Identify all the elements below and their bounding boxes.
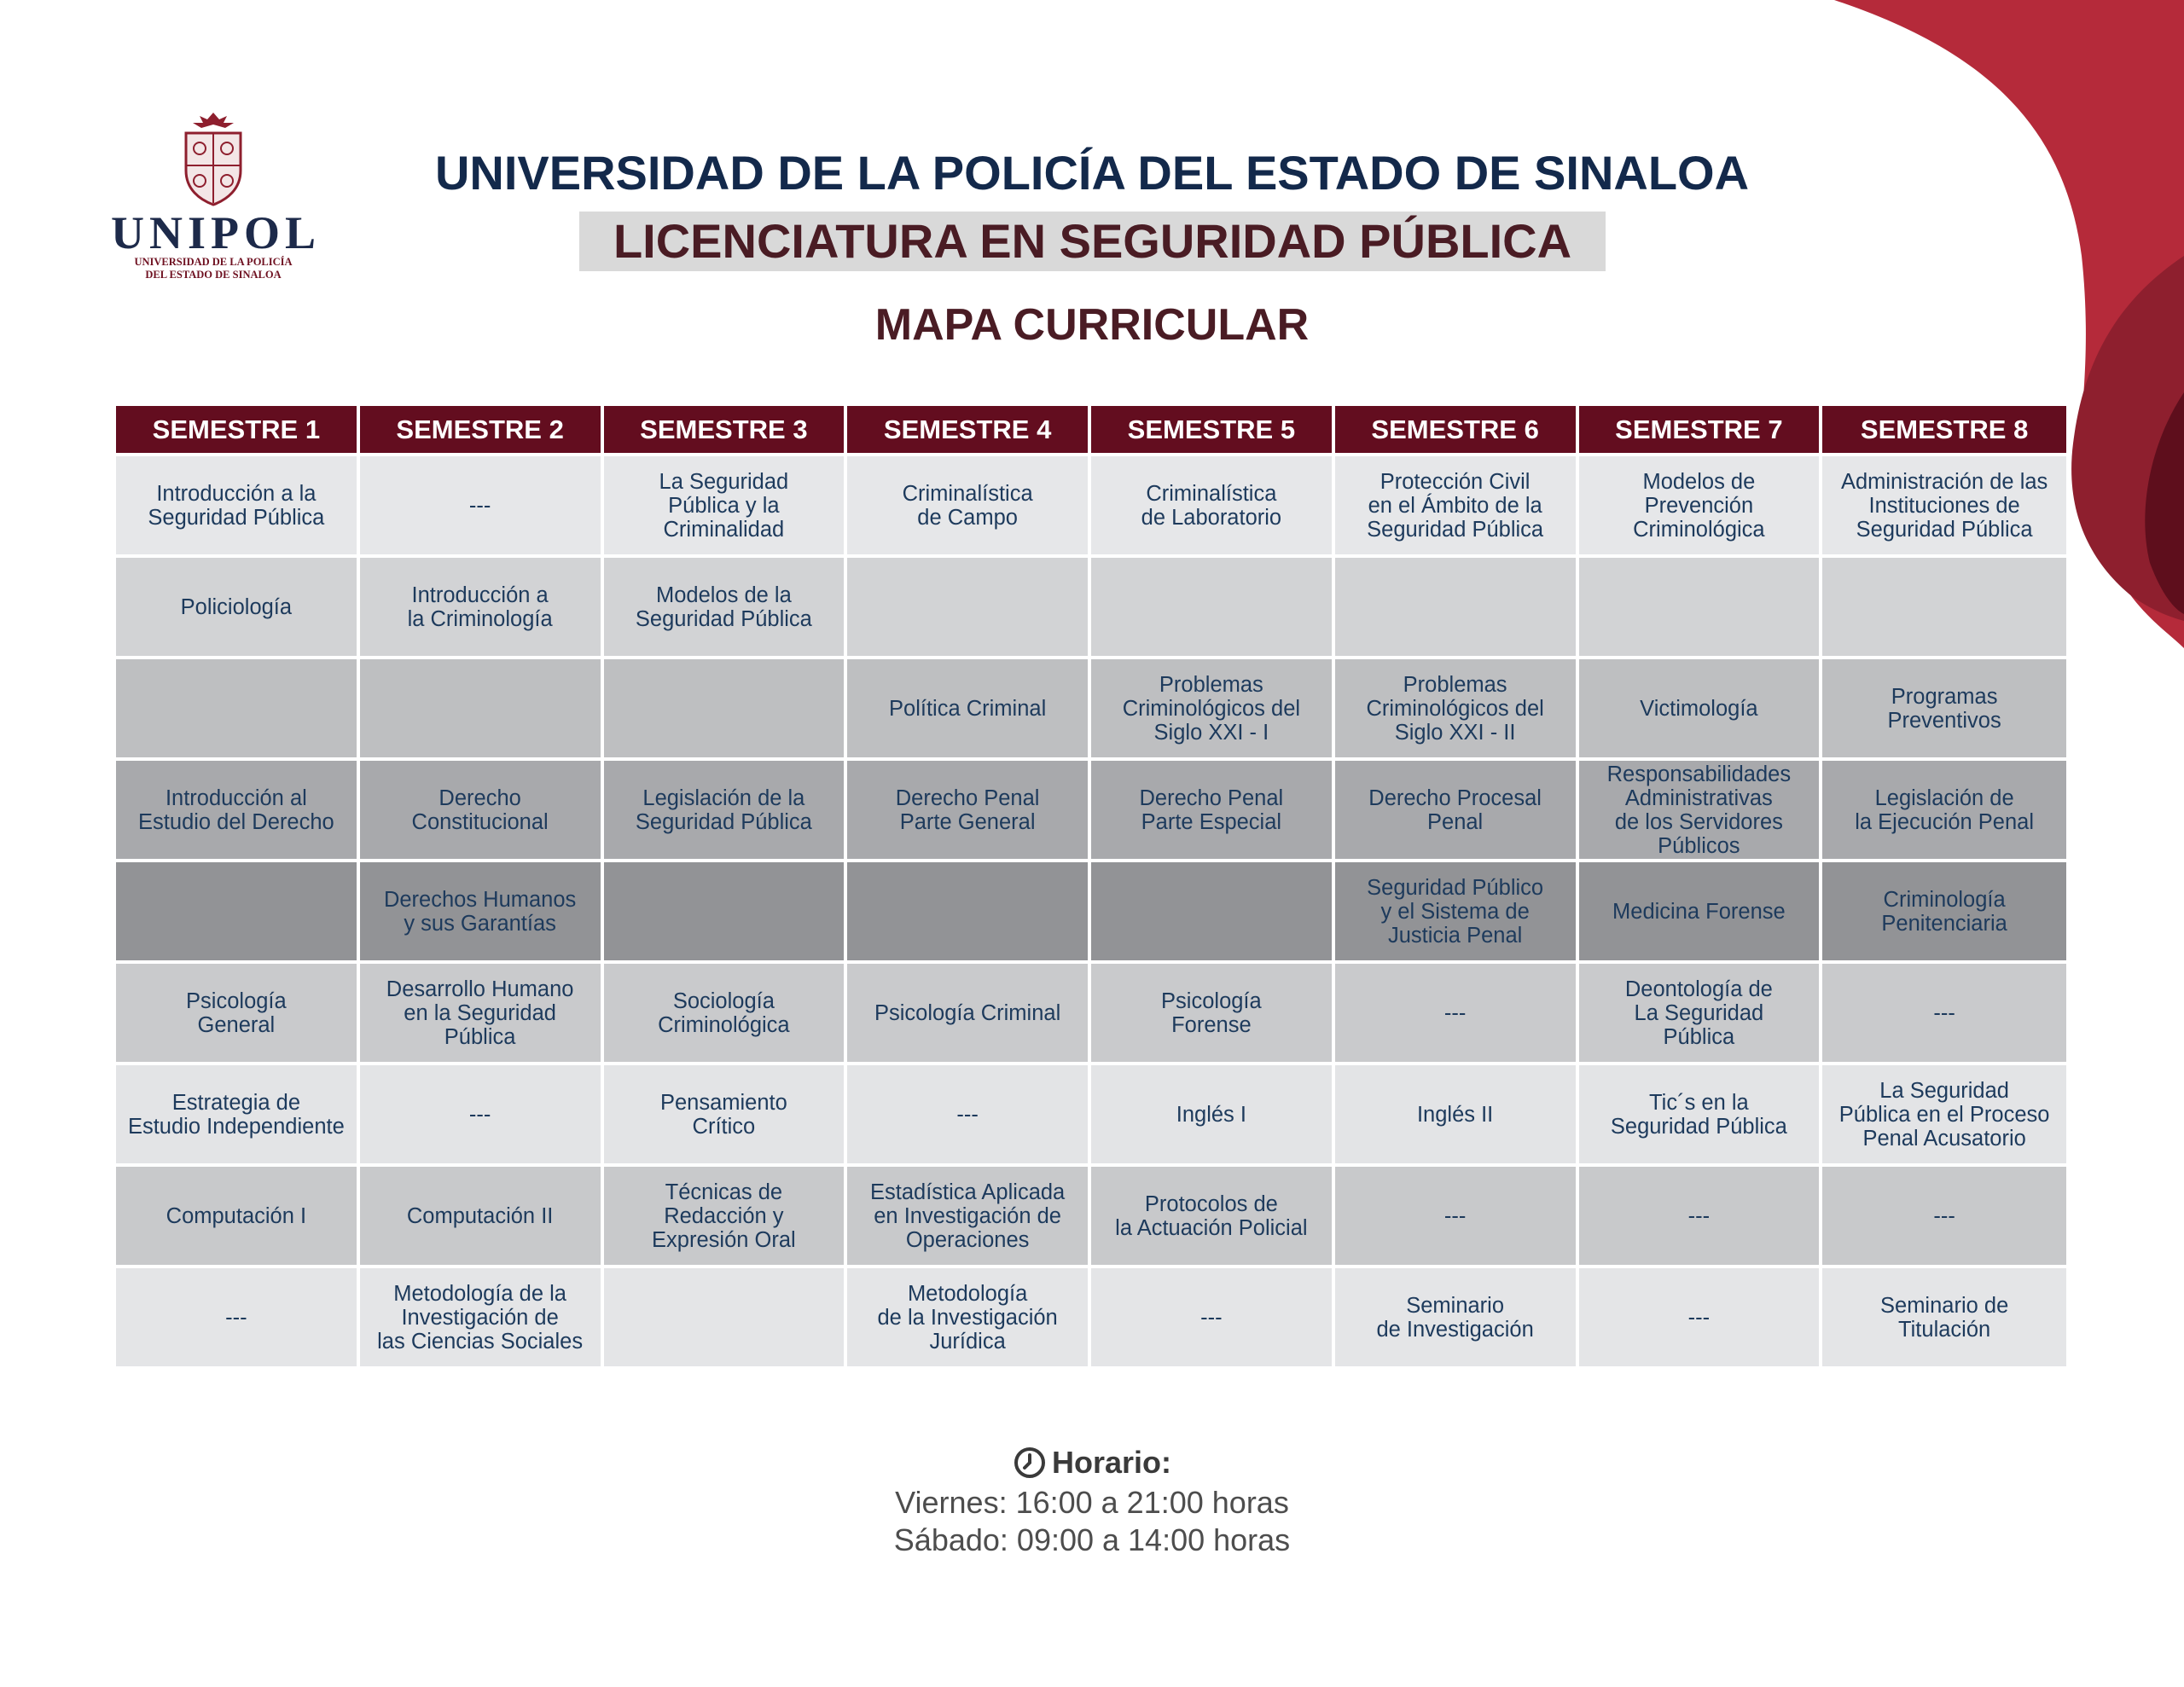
course-cell: --- <box>847 1062 1091 1163</box>
section-title: MAPA CURRICULAR <box>874 300 1310 350</box>
course-cell <box>847 859 1091 960</box>
course-cell: Victimología <box>1579 656 1823 757</box>
course-cell: Legislación de la Seguridad Pública <box>604 757 848 859</box>
course-cell: Problemas Criminológicos del Siglo XXI - I <box>1091 656 1335 757</box>
logo-subtitle-line2: DEL ESTADO DE SINALOA <box>145 269 282 281</box>
course-cell: Criminalística de Laboratorio <box>1091 453 1335 554</box>
course-cell: Policiología <box>116 554 360 656</box>
course-cell: Psicología Forense <box>1091 960 1335 1062</box>
course-cell: Metodología de la Investigación Jurídica <box>847 1265 1091 1366</box>
course-cell: Psicología General <box>116 960 360 1062</box>
course-cell: Introducción al Estudio del Derecho <box>116 757 360 859</box>
course-cell: Metodología de la Investigación de las Ciencias Sociales <box>360 1265 604 1366</box>
curriculum-row <box>116 453 2066 554</box>
course-cell: Deontología de La Seguridad Pública <box>1579 960 1823 1062</box>
semester-header: SEMESTRE 3 <box>604 406 848 453</box>
course-cell: --- <box>1091 1265 1335 1366</box>
semester-header: SEMESTRE 6 <box>1335 406 1579 453</box>
course-cell: Protección Civil en el Ámbito de la Seguridad Pública <box>1335 453 1579 554</box>
course-cell: --- <box>1335 1163 1579 1265</box>
course-cell <box>1091 859 1335 960</box>
course-cell <box>604 656 848 757</box>
course-cell: Responsabilidades Administrativas de los Servidores Públicos <box>1579 757 1823 859</box>
curriculum-body <box>116 453 2066 1366</box>
course-cell: --- <box>1822 1163 2066 1265</box>
course-cell: Desarrollo Humano en la Seguridad Pública <box>360 960 604 1062</box>
curriculum-row <box>116 1062 2066 1163</box>
course-cell: --- <box>1822 960 2066 1062</box>
course-cell: Modelos de la Seguridad Pública <box>604 554 848 656</box>
course-cell: Estadística Aplicada en Investigación de Operaciones <box>847 1163 1091 1265</box>
course-cell: Derechos Humanos y sus Garantías <box>360 859 604 960</box>
course-cell: Derecho Procesal Penal <box>1335 757 1579 859</box>
course-cell: Computación I <box>116 1163 360 1265</box>
curriculum-table <box>116 406 2066 1366</box>
course-cell: Problemas Criminológicos del Siglo XXI - II <box>1335 656 1579 757</box>
university-title: UNIVERSIDAD DE LA POLICÍA DEL ESTADO DE SINALOA <box>434 146 1750 200</box>
course-cell <box>1091 554 1335 656</box>
curriculum-row <box>116 1265 2066 1366</box>
course-cell: Introducción a la Criminología <box>360 554 604 656</box>
course-cell <box>116 656 360 757</box>
curriculum-row <box>116 656 2066 757</box>
schedule-block <box>665 1441 1519 1559</box>
course-cell: Legislación de la Ejecución Penal <box>1822 757 2066 859</box>
logo-subtitle-line1: UNIVERSIDAD DE LA POLICÍA <box>134 256 293 268</box>
course-cell: Derecho Constitucional <box>360 757 604 859</box>
course-cell: Pensamiento Crítico <box>604 1062 848 1163</box>
course-cell: Sociología Criminológica <box>604 960 848 1062</box>
logo-wordmark: UNIPOL <box>111 207 322 258</box>
unipol-logo <box>111 111 322 281</box>
course-cell: --- <box>360 453 604 554</box>
semester-header: SEMESTRE 4 <box>847 406 1091 453</box>
course-cell: --- <box>1335 960 1579 1062</box>
course-cell: Protocolos de la Actuación Policial <box>1091 1163 1335 1265</box>
semester-header-row <box>116 406 2066 453</box>
course-cell <box>1335 554 1579 656</box>
program-title: LICENCIATURA EN SEGURIDAD PÚBLICA <box>579 212 1606 271</box>
course-cell: Política Criminal <box>847 656 1091 757</box>
course-cell: Computación II <box>360 1163 604 1265</box>
course-cell: Seminario de Titulación <box>1822 1265 2066 1366</box>
course-cell: Medicina Forense <box>1579 859 1823 960</box>
clock-icon <box>1013 1446 1047 1480</box>
course-cell: Seguridad Público y el Sistema de Justicia Penal <box>1335 859 1579 960</box>
curriculum-row <box>116 1163 2066 1265</box>
course-cell: Criminología Penitenciaria <box>1822 859 2066 960</box>
course-cell: Administración de las Instituciones de Seguridad Pública <box>1822 453 2066 554</box>
course-cell: Criminalística de Campo <box>847 453 1091 554</box>
schedule-title: Horario: <box>1051 1445 1171 1480</box>
course-cell: Introducción a la Seguridad Pública <box>116 453 360 554</box>
course-cell: --- <box>1579 1163 1823 1265</box>
schedule-header <box>665 1441 1519 1484</box>
course-cell <box>116 859 360 960</box>
semester-header: SEMESTRE 5 <box>1091 406 1335 453</box>
course-cell: Programas Preventivos <box>1822 656 2066 757</box>
curriculum-row <box>116 859 2066 960</box>
course-cell <box>847 554 1091 656</box>
course-cell <box>1579 554 1823 656</box>
schedule-line-saturday: Sábado: 09:00 a 14:00 horas <box>893 1522 1291 1557</box>
course-cell: Técnicas de Redacción y Expresión Oral <box>604 1163 848 1265</box>
course-cell <box>360 656 604 757</box>
semester-header: SEMESTRE 1 <box>116 406 360 453</box>
course-cell: Psicología Criminal <box>847 960 1091 1062</box>
curriculum-row <box>116 960 2066 1062</box>
course-cell: --- <box>1579 1265 1823 1366</box>
course-cell <box>1822 554 2066 656</box>
curriculum-row <box>116 757 2066 859</box>
course-cell: --- <box>116 1265 360 1366</box>
course-cell: Modelos de Prevención Criminológica <box>1579 453 1823 554</box>
semester-header: SEMESTRE 8 <box>1822 406 2066 453</box>
curriculum-row <box>116 554 2066 656</box>
course-cell: Derecho Penal Parte Especial <box>1091 757 1335 859</box>
schedule-line-friday: Viernes: 16:00 a 21:00 horas <box>895 1485 1289 1520</box>
coat-of-arms-emblem <box>179 111 247 206</box>
course-cell: --- <box>360 1062 604 1163</box>
course-cell: Derecho Penal Parte General <box>847 757 1091 859</box>
semester-header: SEMESTRE 2 <box>360 406 604 453</box>
course-cell: Inglés I <box>1091 1062 1335 1163</box>
course-cell: Estrategia de Estudio Independiente <box>116 1062 360 1163</box>
course-cell: Seminario de Investigación <box>1335 1265 1579 1366</box>
semester-header: SEMESTRE 7 <box>1579 406 1823 453</box>
course-cell: Inglés II <box>1335 1062 1579 1163</box>
course-cell <box>604 859 848 960</box>
course-cell: Tic´s en la Seguridad Pública <box>1579 1062 1823 1163</box>
course-cell: La Seguridad Pública en el Proceso Penal Acusatorio <box>1822 1062 2066 1163</box>
course-cell <box>604 1265 848 1366</box>
course-cell: La Seguridad Pública y la Criminalidad <box>604 453 848 554</box>
